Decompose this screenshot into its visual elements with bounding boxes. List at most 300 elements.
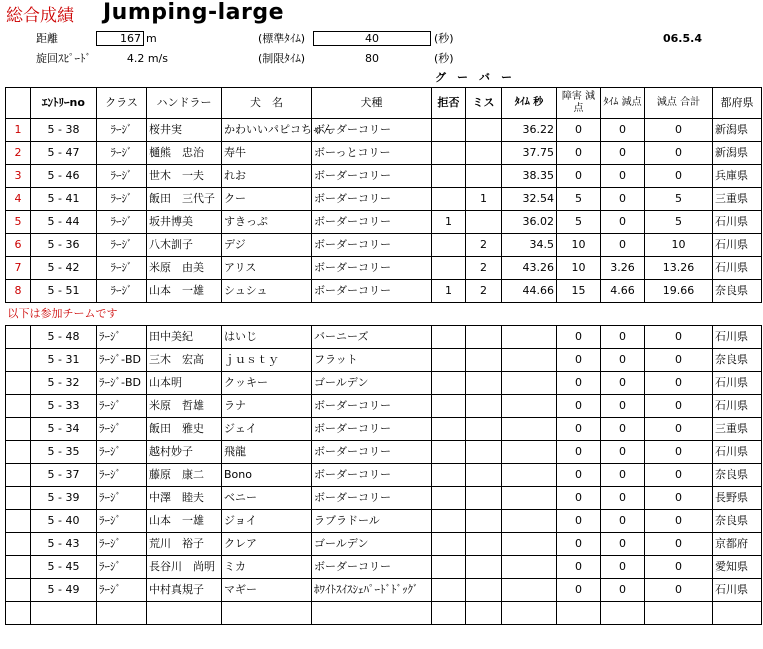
entry-cell: 5 - 49 bbox=[31, 579, 97, 602]
handler-cell: 田中美紀 bbox=[147, 326, 222, 349]
total-cell: 0 bbox=[645, 418, 713, 441]
team-row bbox=[6, 464, 762, 487]
max-time-label: (制限ﾀｲﾑ) bbox=[258, 52, 306, 65]
class-cell: ﾗｰｼﾞ bbox=[97, 510, 147, 533]
dog-name-cell: マギー bbox=[222, 579, 312, 602]
miss-cell bbox=[466, 395, 502, 418]
entry-cell: 5 - 40 bbox=[31, 510, 97, 533]
time-fault-cell: 0 bbox=[601, 234, 645, 257]
rank-cell: 4 bbox=[6, 188, 31, 211]
entry-cell: 5 - 45 bbox=[31, 556, 97, 579]
handler-cell: 飯田 雅史 bbox=[147, 418, 222, 441]
col-entry: ｴﾝﾄﾘｰno bbox=[31, 88, 97, 119]
fault-cell: 0 bbox=[557, 119, 601, 142]
time-fault-cell: 0 bbox=[601, 142, 645, 165]
class-cell: ﾗｰｼﾞ bbox=[97, 464, 147, 487]
entry-cell: 5 - 51 bbox=[31, 280, 97, 303]
miss-cell bbox=[466, 119, 502, 142]
dog-name-cell: ジョイ bbox=[222, 510, 312, 533]
rank-cell: 1 bbox=[6, 119, 31, 142]
total-cell: 0 bbox=[645, 556, 713, 579]
team-row bbox=[6, 533, 762, 556]
handler-cell: 坂井博美 bbox=[147, 211, 222, 234]
distance-label: 距離 bbox=[36, 32, 58, 45]
class-cell: ﾗｰｼﾞ bbox=[97, 257, 147, 280]
refusal-cell bbox=[432, 556, 466, 579]
total-cell: 0 bbox=[645, 441, 713, 464]
breed-cell: フラット bbox=[312, 349, 432, 372]
entry-cell: 5 - 47 bbox=[31, 142, 97, 165]
breed-cell: ボーっとコリー bbox=[312, 142, 432, 165]
blank-cell bbox=[31, 602, 97, 625]
prefecture-cell: 新潟県 bbox=[713, 142, 762, 165]
class-cell: ﾗｰｼﾞ-BD bbox=[97, 372, 147, 395]
breed-cell: ボーダーコリー bbox=[312, 257, 432, 280]
total-cell: 0 bbox=[645, 165, 713, 188]
dog-name-cell: クレア bbox=[222, 533, 312, 556]
miss-cell: 1 bbox=[466, 188, 502, 211]
time-fault-cell: 3.26 bbox=[601, 257, 645, 280]
prefecture-cell: 新潟県 bbox=[713, 119, 762, 142]
miss-cell bbox=[466, 556, 502, 579]
dog-name-cell: Bono bbox=[222, 464, 312, 487]
ranked-row bbox=[6, 188, 762, 211]
class-cell: ﾗｰｼﾞ bbox=[97, 533, 147, 556]
time-fault-cell: 0 bbox=[601, 464, 645, 487]
entry-cell: 5 - 31 bbox=[31, 349, 97, 372]
class-cell: ﾗｰｼﾞ bbox=[97, 395, 147, 418]
handler-cell: 飯田 三代子 bbox=[147, 188, 222, 211]
time-cell bbox=[502, 487, 557, 510]
col-miss: ミス bbox=[466, 88, 502, 119]
entry-cell: 5 - 33 bbox=[31, 395, 97, 418]
std-time-unit: (秒) bbox=[434, 32, 454, 45]
miss-cell: 2 bbox=[466, 280, 502, 303]
breed-cell: ボーダーコリー bbox=[312, 280, 432, 303]
dog-name-cell: ジェイ bbox=[222, 418, 312, 441]
fault-cell: 0 bbox=[557, 533, 601, 556]
time-cell: 34.5 bbox=[502, 234, 557, 257]
rank-cell bbox=[6, 579, 31, 602]
entry-cell: 5 - 34 bbox=[31, 418, 97, 441]
time-cell bbox=[502, 464, 557, 487]
rank-cell bbox=[6, 533, 31, 556]
rank-cell bbox=[6, 556, 31, 579]
time-fault-cell: 0 bbox=[601, 188, 645, 211]
dog-name-cell: ｊｕｓｔｙ bbox=[222, 349, 312, 372]
std-time-label: (標準ﾀｲﾑ) bbox=[258, 32, 306, 45]
time-fault-cell: 0 bbox=[601, 418, 645, 441]
rank-cell bbox=[6, 418, 31, 441]
handler-cell: 中澤 睦夫 bbox=[147, 487, 222, 510]
event-name: Jumping-large bbox=[103, 0, 285, 25]
blank-cell bbox=[466, 602, 502, 625]
total-cell: 13.26 bbox=[645, 257, 713, 280]
total-cell: 5 bbox=[645, 188, 713, 211]
time-cell: 43.26 bbox=[502, 257, 557, 280]
col-prefecture: 都府県 bbox=[713, 88, 762, 119]
total-cell: 0 bbox=[645, 119, 713, 142]
dog-name-cell: 寿牛 bbox=[222, 142, 312, 165]
dog-name-cell: ミカ bbox=[222, 556, 312, 579]
dog-name-cell: クッキー bbox=[222, 372, 312, 395]
prefecture-cell: 京都府 bbox=[713, 533, 762, 556]
rank-cell: 8 bbox=[6, 280, 31, 303]
class-cell: ﾗｰｼﾞ bbox=[97, 188, 147, 211]
entry-cell: 5 - 46 bbox=[31, 165, 97, 188]
refusal-cell bbox=[432, 579, 466, 602]
fault-cell: 0 bbox=[557, 556, 601, 579]
blank-cell bbox=[502, 602, 557, 625]
time-cell bbox=[502, 326, 557, 349]
col-time-fault: ﾀｲﾑ 減点 bbox=[601, 88, 645, 119]
blank-cell bbox=[97, 602, 147, 625]
time-cell bbox=[502, 579, 557, 602]
entry-cell: 5 - 38 bbox=[31, 119, 97, 142]
handler-cell: 藤原 康二 bbox=[147, 464, 222, 487]
rank-cell bbox=[6, 372, 31, 395]
breed-cell: ボーダーコリー bbox=[312, 188, 432, 211]
fault-cell: 0 bbox=[557, 142, 601, 165]
miss-cell bbox=[466, 326, 502, 349]
miss-cell bbox=[466, 165, 502, 188]
prefecture-cell: 石川県 bbox=[713, 579, 762, 602]
refusal-cell bbox=[432, 119, 466, 142]
time-cell bbox=[502, 372, 557, 395]
event-date: 06.5.4 bbox=[663, 32, 702, 45]
prefecture-cell: 石川県 bbox=[713, 211, 762, 234]
miss-cell bbox=[466, 533, 502, 556]
time-cell: 36.22 bbox=[502, 119, 557, 142]
time-fault-cell: 0 bbox=[601, 349, 645, 372]
blank-cell bbox=[713, 602, 762, 625]
time-cell bbox=[502, 510, 557, 533]
total-cell: 0 bbox=[645, 510, 713, 533]
time-fault-cell: 0 bbox=[601, 119, 645, 142]
handler-cell: 桜井実 bbox=[147, 119, 222, 142]
prefecture-cell: 三重県 bbox=[713, 188, 762, 211]
page-title: 総合成績 bbox=[6, 6, 74, 26]
entry-cell: 5 - 44 bbox=[31, 211, 97, 234]
fault-cell: 0 bbox=[557, 579, 601, 602]
dog-name-cell: ベニー bbox=[222, 487, 312, 510]
total-cell: 0 bbox=[645, 349, 713, 372]
fault-cell: 0 bbox=[557, 464, 601, 487]
class-cell: ﾗｰｼﾞ bbox=[97, 441, 147, 464]
fault-cell: 0 bbox=[557, 487, 601, 510]
miss-cell bbox=[466, 510, 502, 533]
handler-cell: 世木 一夫 bbox=[147, 165, 222, 188]
refusal-cell bbox=[432, 395, 466, 418]
time-cell: 37.75 bbox=[502, 142, 557, 165]
refusal-cell bbox=[432, 165, 466, 188]
dog-name-cell: 飛龍 bbox=[222, 441, 312, 464]
fault-cell: 0 bbox=[557, 372, 601, 395]
time-fault-cell: 4.66 bbox=[601, 280, 645, 303]
miss-cell bbox=[466, 487, 502, 510]
prefecture-cell: 長野県 bbox=[713, 487, 762, 510]
col-handler: ハンドラー bbox=[147, 88, 222, 119]
fault-cell: 0 bbox=[557, 326, 601, 349]
class-cell: ﾗｰｼﾞ bbox=[97, 556, 147, 579]
handler-cell: 三木 宏高 bbox=[147, 349, 222, 372]
breed-cell: ボーダーコリー bbox=[312, 441, 432, 464]
team-row bbox=[6, 349, 762, 372]
total-cell: 0 bbox=[645, 579, 713, 602]
refusal-cell bbox=[432, 441, 466, 464]
time-fault-cell: 0 bbox=[601, 533, 645, 556]
breed-cell: ボーダーコリー bbox=[312, 418, 432, 441]
class-cell: ﾗｰｼﾞ bbox=[97, 211, 147, 234]
max-time-value: 80 bbox=[365, 52, 379, 65]
handler-cell: 樋熊 忠治 bbox=[147, 142, 222, 165]
time-cell: 44.66 bbox=[502, 280, 557, 303]
refusal-cell bbox=[432, 418, 466, 441]
ranked-row bbox=[6, 211, 762, 234]
rank-cell: 3 bbox=[6, 165, 31, 188]
time-fault-cell: 0 bbox=[601, 487, 645, 510]
col-breed: 犬種 bbox=[312, 88, 432, 119]
fault-cell: 0 bbox=[557, 441, 601, 464]
fault-cell: 15 bbox=[557, 280, 601, 303]
handler-cell: 越村妙子 bbox=[147, 441, 222, 464]
dog-name-cell: ラナ bbox=[222, 395, 312, 418]
prefecture-cell: 愛知県 bbox=[713, 556, 762, 579]
col-time: ﾀｲﾑ 秒 bbox=[502, 88, 557, 119]
dog-name-cell: はいじ bbox=[222, 326, 312, 349]
handler-cell: 中村真規子 bbox=[147, 579, 222, 602]
fault-cell: 0 bbox=[557, 349, 601, 372]
refusal-cell bbox=[432, 234, 466, 257]
breed-cell: ﾎﾜｲﾄｽｲｽｼｪﾊﾟｰﾄﾞﾄﾞｯｸﾞ bbox=[312, 579, 432, 602]
breed-cell: ボーダーコリー bbox=[312, 487, 432, 510]
time-cell bbox=[502, 349, 557, 372]
fault-cell: 0 bbox=[557, 510, 601, 533]
breed-cell: ゴールデン bbox=[312, 533, 432, 556]
entry-cell: 5 - 42 bbox=[31, 257, 97, 280]
entry-cell: 5 - 32 bbox=[31, 372, 97, 395]
time-cell bbox=[502, 395, 557, 418]
time-fault-cell: 0 bbox=[601, 556, 645, 579]
time-fault-cell: 0 bbox=[601, 326, 645, 349]
results-table bbox=[5, 87, 762, 625]
breed-cell: ボーダーコリー bbox=[312, 395, 432, 418]
entry-cell: 5 - 48 bbox=[31, 326, 97, 349]
team-row bbox=[6, 579, 762, 602]
handler-cell: 米原 哲雄 bbox=[147, 395, 222, 418]
rank-cell bbox=[6, 487, 31, 510]
handler-cell: 荒川 裕子 bbox=[147, 533, 222, 556]
blank-row bbox=[6, 602, 762, 625]
blank-cell bbox=[6, 602, 31, 625]
time-fault-cell: 0 bbox=[601, 211, 645, 234]
ranked-row bbox=[6, 165, 762, 188]
refusal-cell: 1 bbox=[432, 211, 466, 234]
team-row bbox=[6, 326, 762, 349]
distance-field: 167 bbox=[96, 31, 144, 46]
participants-note: 以下は参加チームです bbox=[6, 303, 762, 326]
ranked-row bbox=[6, 142, 762, 165]
fault-cell: 5 bbox=[557, 211, 601, 234]
rank-cell bbox=[6, 464, 31, 487]
breed-cell: ボーダーコリー bbox=[312, 464, 432, 487]
fault-cell: 10 bbox=[557, 234, 601, 257]
blank-cell bbox=[432, 602, 466, 625]
class-cell: ﾗｰｼﾞ bbox=[97, 119, 147, 142]
rank-cell: 5 bbox=[6, 211, 31, 234]
refusal-cell bbox=[432, 533, 466, 556]
dog-name-cell: アリス bbox=[222, 257, 312, 280]
class-cell: ﾗｰｼﾞ bbox=[97, 234, 147, 257]
time-fault-cell: 0 bbox=[601, 510, 645, 533]
blank-cell bbox=[601, 602, 645, 625]
std-time-field: 40 bbox=[313, 31, 431, 46]
class-cell: ﾗｰｼﾞ bbox=[97, 418, 147, 441]
entry-cell: 5 - 39 bbox=[31, 487, 97, 510]
dog-name-cell: れお bbox=[222, 165, 312, 188]
total-cell: 19.66 bbox=[645, 280, 713, 303]
time-fault-cell: 0 bbox=[601, 395, 645, 418]
ranked-row bbox=[6, 119, 762, 142]
prefecture-cell: 石川県 bbox=[713, 326, 762, 349]
team-row bbox=[6, 395, 762, 418]
rank-cell bbox=[6, 326, 31, 349]
speed-label: 旋回ｽﾋﾟｰﾄﾞ bbox=[36, 52, 91, 65]
class-cell: ﾗｰｼﾞ bbox=[97, 280, 147, 303]
prefecture-cell: 三重県 bbox=[713, 418, 762, 441]
group-label: グ ー バ ー bbox=[435, 71, 512, 84]
breed-cell: バーニーズ bbox=[312, 326, 432, 349]
class-cell: ﾗｰｼﾞ bbox=[97, 487, 147, 510]
rank-cell bbox=[6, 510, 31, 533]
dog-name-cell: クー bbox=[222, 188, 312, 211]
handler-cell: 山本 一雄 bbox=[147, 510, 222, 533]
time-fault-cell: 0 bbox=[601, 372, 645, 395]
dog-name-cell: かわいいパピコちゃん bbox=[222, 119, 312, 142]
ranked-row bbox=[6, 234, 762, 257]
handler-cell: 八木訓子 bbox=[147, 234, 222, 257]
refusal-cell bbox=[432, 372, 466, 395]
refusal-cell bbox=[432, 142, 466, 165]
miss-cell bbox=[466, 349, 502, 372]
prefecture-cell: 石川県 bbox=[713, 257, 762, 280]
miss-cell: 2 bbox=[466, 234, 502, 257]
breed-cell: ボーダーコリー bbox=[312, 234, 432, 257]
rank-cell bbox=[6, 395, 31, 418]
miss-cell bbox=[466, 372, 502, 395]
fault-cell: 0 bbox=[557, 165, 601, 188]
note-row bbox=[6, 303, 762, 326]
refusal-cell bbox=[432, 464, 466, 487]
time-cell: 36.02 bbox=[502, 211, 557, 234]
blank-cell bbox=[312, 602, 432, 625]
refusal-cell bbox=[432, 349, 466, 372]
fault-cell: 10 bbox=[557, 257, 601, 280]
time-fault-cell: 0 bbox=[601, 441, 645, 464]
refusal-cell bbox=[432, 257, 466, 280]
time-cell bbox=[502, 533, 557, 556]
col-fault: 障害 減点 bbox=[557, 88, 601, 119]
col-class: クラス bbox=[97, 88, 147, 119]
speed-value: 4.2 m/s bbox=[126, 52, 168, 65]
entry-cell: 5 - 37 bbox=[31, 464, 97, 487]
handler-cell: 山本明 bbox=[147, 372, 222, 395]
team-row bbox=[6, 487, 762, 510]
class-cell: ﾗｰｼﾞ bbox=[97, 165, 147, 188]
rank-cell: 2 bbox=[6, 142, 31, 165]
prefecture-cell: 奈良県 bbox=[713, 349, 762, 372]
blank-cell bbox=[222, 602, 312, 625]
class-cell: ﾗｰｼﾞ bbox=[97, 326, 147, 349]
time-cell bbox=[502, 556, 557, 579]
miss-cell bbox=[466, 142, 502, 165]
miss-cell bbox=[466, 579, 502, 602]
miss-cell bbox=[466, 464, 502, 487]
dog-name-cell: すきっぷ bbox=[222, 211, 312, 234]
breed-cell: ボーダーコリー bbox=[312, 556, 432, 579]
time-cell: 38.35 bbox=[502, 165, 557, 188]
entry-cell: 5 - 36 bbox=[31, 234, 97, 257]
breed-cell: ゴールデン bbox=[312, 372, 432, 395]
class-cell: ﾗｰｼﾞ-BD bbox=[97, 349, 147, 372]
ranked-row bbox=[6, 257, 762, 280]
team-row bbox=[6, 441, 762, 464]
class-cell: ﾗｰｼﾞ bbox=[97, 579, 147, 602]
handler-cell: 長谷川 尚明 bbox=[147, 556, 222, 579]
prefecture-cell: 石川県 bbox=[713, 441, 762, 464]
time-cell: 32.54 bbox=[502, 188, 557, 211]
refusal-cell bbox=[432, 188, 466, 211]
fault-cell: 0 bbox=[557, 418, 601, 441]
total-cell: 10 bbox=[645, 234, 713, 257]
blank-cell bbox=[557, 602, 601, 625]
entry-cell: 5 - 41 bbox=[31, 188, 97, 211]
handler-cell: 米原 由美 bbox=[147, 257, 222, 280]
rank-cell: 7 bbox=[6, 257, 31, 280]
handler-cell: 山本 一雄 bbox=[147, 280, 222, 303]
prefecture-cell: 石川県 bbox=[713, 372, 762, 395]
prefecture-cell: 兵庫県 bbox=[713, 165, 762, 188]
team-row bbox=[6, 418, 762, 441]
team-row bbox=[6, 510, 762, 533]
total-cell: 0 bbox=[645, 464, 713, 487]
total-cell: 0 bbox=[645, 487, 713, 510]
blank-cell bbox=[645, 602, 713, 625]
class-cell: ﾗｰｼﾞ bbox=[97, 142, 147, 165]
col-rank bbox=[6, 88, 31, 119]
total-cell: 0 bbox=[645, 395, 713, 418]
col-total: 減点 合計 bbox=[645, 88, 713, 119]
total-cell: 0 bbox=[645, 372, 713, 395]
breed-cell: ボーダーコリー bbox=[312, 211, 432, 234]
fault-cell: 5 bbox=[557, 188, 601, 211]
total-cell: 0 bbox=[645, 326, 713, 349]
prefecture-cell: 奈良県 bbox=[713, 464, 762, 487]
total-cell: 0 bbox=[645, 142, 713, 165]
refusal-cell bbox=[432, 510, 466, 533]
col-dog: 犬 名 bbox=[222, 88, 312, 119]
team-row bbox=[6, 556, 762, 579]
prefecture-cell: 奈良県 bbox=[713, 510, 762, 533]
fault-cell: 0 bbox=[557, 395, 601, 418]
breed-cell: ボーダーコリー bbox=[312, 119, 432, 142]
team-row bbox=[6, 372, 762, 395]
col-refusal: 拒否 bbox=[432, 88, 466, 119]
refusal-cell bbox=[432, 487, 466, 510]
time-cell bbox=[502, 418, 557, 441]
prefecture-cell: 奈良県 bbox=[713, 280, 762, 303]
total-cell: 5 bbox=[645, 211, 713, 234]
